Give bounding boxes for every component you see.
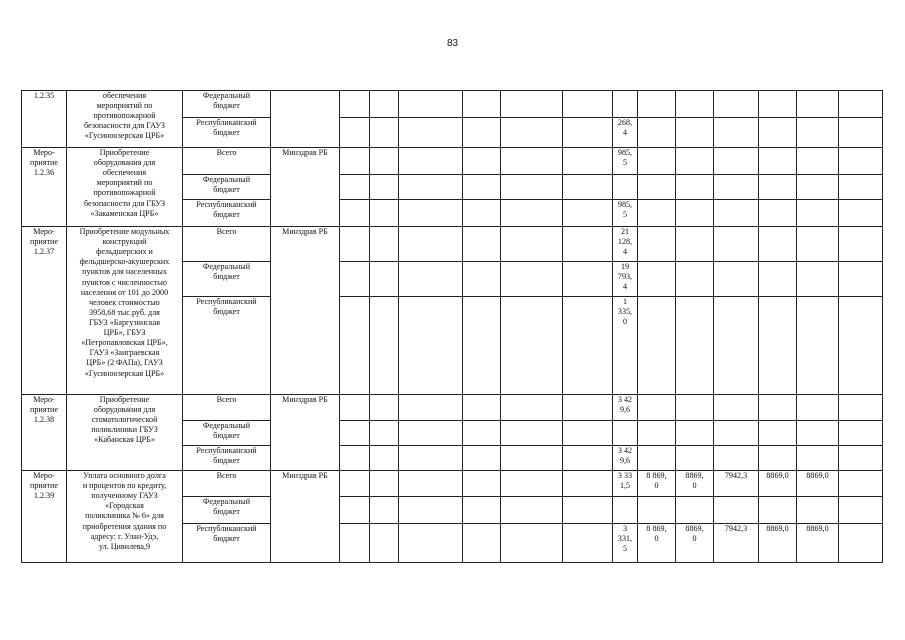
table-row [22,395,883,421]
measure-name: Уплата основного долга и процентов по кредиту, полученному ГАУЗ «Городская поликлиника № 6» для приобретения здания по адресу: г. Улан-Удэ, ул. Цивилева,9 [67,471,183,563]
budget-type-federal: Федеральный бюджет [183,91,271,118]
value-cell: 3 42 9,6 [613,446,638,471]
measure-code: Меро- приятие 1.2.39 [22,471,67,563]
value-cell: 8869,0 [797,524,839,563]
measure-code: 1.2.35 [22,91,67,148]
measure-code: Меро- приятие 1.2.36 [22,148,67,227]
budget-type-total: Всего [183,227,271,262]
budget-type-federal: Федеральный бюджет [183,262,271,297]
budget-type-total: Всего [183,148,271,175]
measure-name: Приобретение оборудования для стоматологической поликлиники ГБУЗ «Кабанская ЦРБ» [67,395,183,471]
executor: Минздрав РБ [271,395,340,471]
page-number: 83 [446,38,459,49]
value-cell: 985, 5 [613,200,638,227]
executor: Минздрав РБ [271,148,340,227]
value-cell: 1 335, 0 [613,297,638,395]
value-cell: 7942,3 [714,471,759,497]
value-cell: 3 331, 5 [613,524,638,563]
value-cell: 3 33 1,5 [613,471,638,497]
budget-type-total: Всего [183,471,271,497]
budget-type-total: Всего [183,395,271,421]
value-cell: 8 869, 0 [638,524,676,563]
budget-type-republican: Республиканский бюджет [183,524,271,563]
budget-type-federal: Федеральный бюджет [183,175,271,200]
budget-type-republican: Республиканский бюджет [183,118,271,148]
value-cell: 8869,0 [759,524,797,563]
budget-type-republican: Республиканский бюджет [183,297,271,395]
value-cell: 985, 5 [613,148,638,175]
table-row [22,471,883,497]
executor: Минздрав РБ [271,471,340,563]
table-row [22,91,883,118]
measure-code: Меро- приятие 1.2.38 [22,395,67,471]
measure-name: обеспечения мероприятий по противопожарной безопасности для ГАУЗ «Гусиноозерская ЦРБ» [67,91,183,148]
value-cell: 19 793, 4 [613,262,638,297]
executor: Минздрав РБ [271,227,340,395]
budget-table [21,90,883,563]
budget-type-federal: Федеральный бюджет [183,421,271,446]
budget-type-federal: Федеральный бюджет [183,497,271,524]
value-cell: 8869, 0 [676,471,714,497]
table-row [22,227,883,262]
measure-name: Приобретение оборудования для обеспечения мероприятий по противопожарной безопасности для ГБУЗ «Закаменская ЦРБ» [67,148,183,227]
value-cell: 7942,3 [714,524,759,563]
value-cell: 8 869, 0 [638,471,676,497]
budget-type-republican: Республиканский бюджет [183,446,271,471]
executor-cell [271,91,340,148]
value-cell: 8869,0 [797,471,839,497]
budget-type-republican: Республиканский бюджет [183,200,271,227]
value-cell: 8869, 0 [676,524,714,563]
table-row [22,148,883,175]
value-cell: 3 42 9,6 [613,395,638,421]
value-cell: 268, 4 [613,118,638,148]
value-cell: 8869,0 [759,471,797,497]
measure-name: Приобретение модульных конструкций фельдшерских и фельдшерско-акушерских пунктов для населенных пунктов с численностью населения от 101 до 2000 человек стоимостью 3958,68 тыс.руб. для ГБУЗ «Баргузинская ЦРБ», ГБУЗ «Петропавловская ЦРБ», ГАУЗ «Заиграевская ЦРБ» (2 ФАПа), ГАУЗ «Гусиноозерская ЦРБ» [67,227,183,395]
measure-code: Меро- приятие 1.2.37 [22,227,67,395]
value-cell: 21 128, 4 [613,227,638,262]
